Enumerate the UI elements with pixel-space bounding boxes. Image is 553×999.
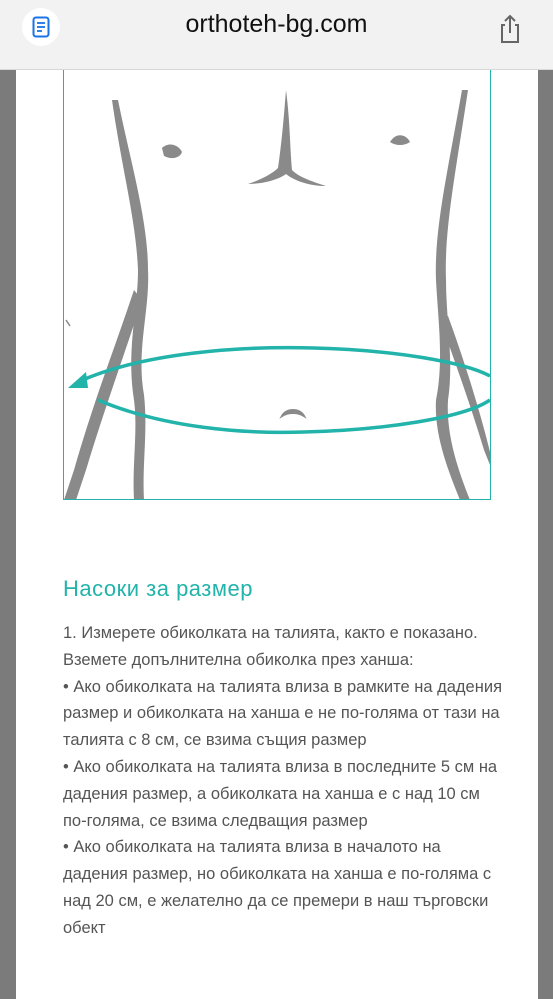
instruction-paragraph: Вземете допълнителна обиколка през ханша: <box>63 650 414 669</box>
torso-illustration <box>64 70 491 500</box>
browser-address-bar <box>0 0 553 70</box>
modal-sheet <box>16 70 538 999</box>
share-icon <box>497 14 523 44</box>
instruction-paragraph: • Ако обиколката на талията влиза в рамките на дадения размер и обиколката на ханша е не по-голяма от тази на талията с 8 см, се взима същия размер <box>63 677 502 750</box>
url-text[interactable]: orthoteh-bg.com <box>185 10 368 38</box>
instruction-paragraph: • Ако обиколката на талията влиза в последните 5 см на дадения размер, а обиколката на ханша е с над 10 см по-голяма, се взима следващия размер <box>63 757 498 830</box>
instruction-paragraph: • Ако обиколката на талията влиза в началото на дадения размер, но обиколката на ханша е по-голяма с над 20 см, е желателно да се премери в наш търговски обект <box>63 838 492 937</box>
instruction-paragraph: 1. Измерете обиколката на талията, както е показано. <box>63 624 478 642</box>
waist-measurement-illustration <box>63 70 491 500</box>
size-guide-instructions <box>63 620 508 942</box>
share-button[interactable] <box>495 12 525 46</box>
size-guide-heading: Насоки за размер <box>63 576 253 601</box>
